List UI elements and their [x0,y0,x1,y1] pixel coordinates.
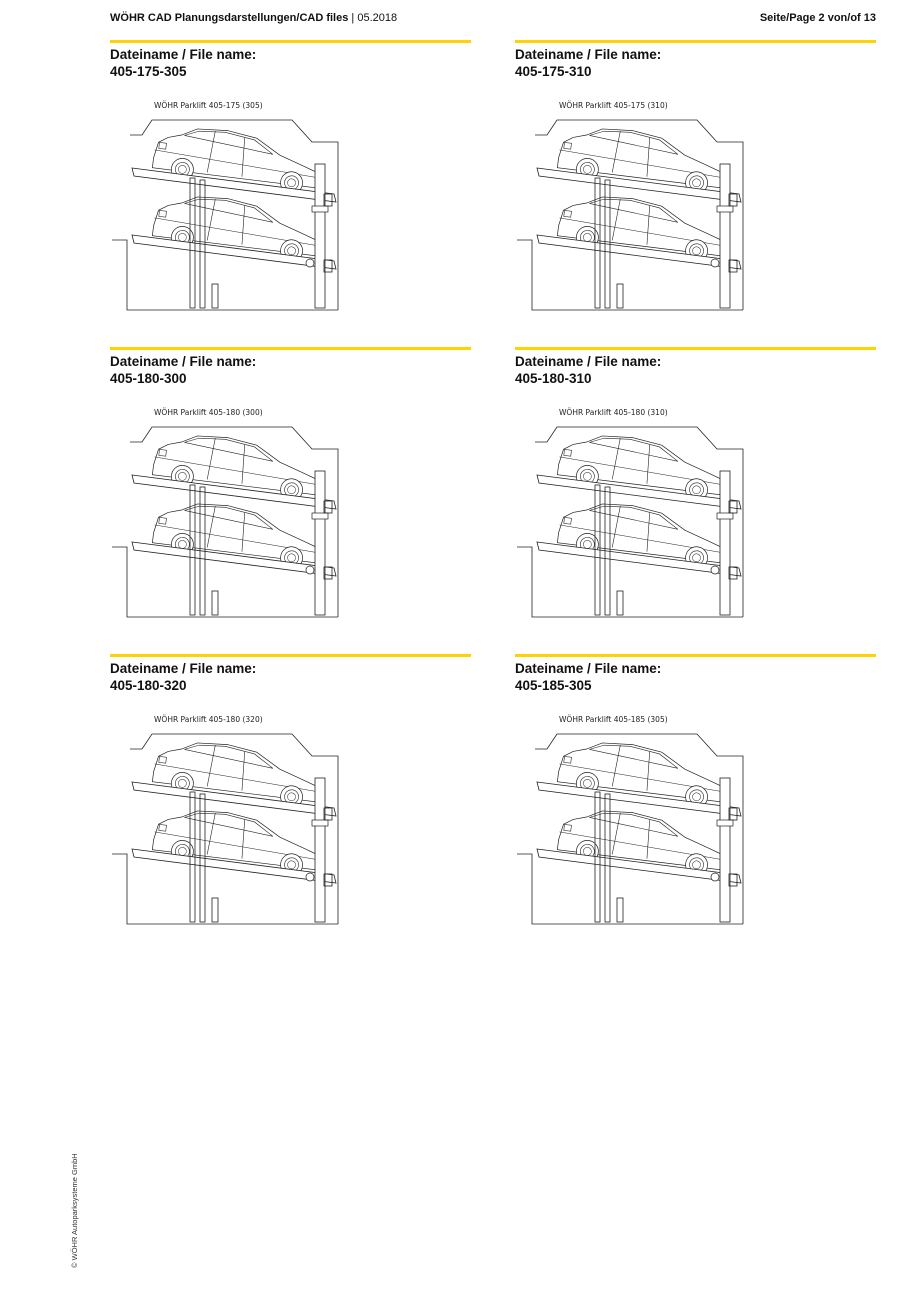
file-name: 405-175-310 [515,64,592,79]
file-entry [110,347,471,647]
file-entry [110,654,471,954]
parklift-cad-drawing [517,98,757,318]
file-name-label: Dateiname / File name: [515,47,662,62]
parklift-cad-drawing [517,405,757,625]
drawing-caption: WÖHR Parklift 405-180 (310) [559,408,668,417]
drawing-caption: WÖHR Parklift 405-185 (305) [559,715,668,724]
file-name: 405-185-305 [515,678,592,693]
page-number: Seite/Page 2 von/of 13 [759,12,876,24]
parklift-cad-drawing [112,98,352,318]
parklift-cad-drawing [517,712,757,932]
file-name: 405-180-310 [515,371,592,386]
header-separator: | [351,12,355,24]
yellow-divider [515,654,876,657]
yellow-divider [110,40,471,43]
file-name-label: Dateiname / File name: [515,661,662,676]
file-entry [515,347,876,647]
drawing-caption: WÖHR Parklift 405-175 (310) [559,101,668,110]
file-name-label: Dateiname / File name: [110,354,257,369]
header-title: WÖHR CAD Planungsdarstellungen/CAD files [110,12,349,24]
copyright: © WÖHR Autoparksysteme GmbH [70,1153,79,1268]
document-header-title [110,12,397,24]
file-name-label: Dateiname / File name: [110,47,257,62]
file-name: 405-175-305 [110,64,187,79]
file-name: 405-180-300 [110,371,187,386]
drawing-caption: WÖHR Parklift 405-180 (300) [154,408,263,417]
yellow-divider [515,347,876,350]
parklift-cad-drawing [112,405,352,625]
yellow-divider [110,347,471,350]
file-entry [110,40,471,340]
header-date: 05.2018 [357,12,398,24]
drawing-caption: WÖHR Parklift 405-180 (320) [154,715,263,724]
file-name-label: Dateiname / File name: [515,354,662,369]
file-entry [515,654,876,954]
file-name-label: Dateiname / File name: [110,661,257,676]
yellow-divider [110,654,471,657]
drawing-caption: WÖHR Parklift 405-175 (305) [154,101,263,110]
yellow-divider [515,40,876,43]
parklift-cad-drawing [112,712,352,932]
file-entry [515,40,876,340]
file-name: 405-180-320 [110,678,187,693]
